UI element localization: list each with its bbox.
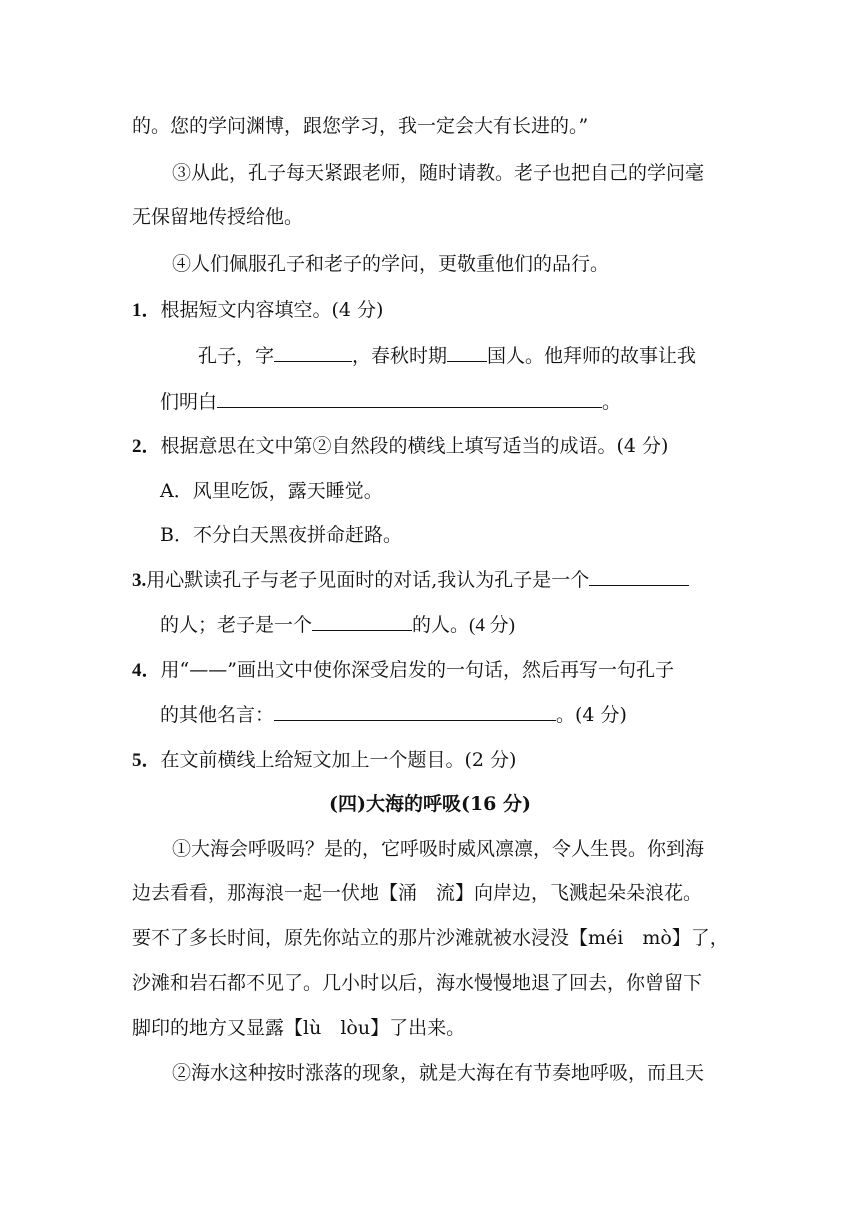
question-2-text: 根据意思在文中第②自然段的横线上填写适当的成语。(4 分) [160, 435, 669, 457]
question-2-number: 2． [132, 436, 161, 457]
answer-blank-laozi-trait[interactable] [312, 612, 412, 631]
question-4-text-b: 的其他名言： [160, 704, 275, 726]
question-5 [132, 747, 516, 774]
paragraph-2-ending: 的。您的学问渊博，跟您学习，我一定会大有长进的。” [132, 115, 589, 137]
question-1-text: 根据短文内容填空。(4 分) [160, 299, 384, 321]
section-4-paragraph-1-line-5: 脚印的地方又显露【lù lòu】了出来。 [132, 1017, 466, 1039]
question-4-line-1 [132, 657, 730, 684]
section-4-paragraph-1-line-3: 要不了多长时间，原先你站立的那片沙滩就被水浸没【méi mò】了， [132, 927, 729, 949]
paragraph-3-line-1 [172, 160, 730, 186]
section-4-paragraph-1-line-4: 沙滩和岩石都不见了。几小时以后，海水慢慢地退了回去，你曾留下 [132, 972, 703, 994]
question-5-text: 在文前横线上给短文加上一个题目。(2 分) [160, 749, 517, 771]
question-3-line-2 [160, 612, 515, 639]
paragraph-3-line-1-text: ③从此，孔子每天紧跟老师，随时请教。老子也把自己的学问毫 [172, 162, 705, 184]
question-5-number: 5． [132, 750, 161, 771]
section-4-paragraph-1-line-1: ①大海会呼吸吗？是的，它呼吸时威风凛凛，令人生畏。你到海 [172, 838, 705, 860]
question-2-option-a: A．风里吃饭，露天睡觉。 [160, 480, 383, 502]
section-4-title: (四)大海的呼吸(16 分) [328, 793, 531, 815]
question-2-option-b: B．不分白天黑夜拼命赶路。 [160, 524, 402, 546]
question-1-number: 1． [132, 300, 161, 321]
paragraph-3-line-2: 无保留地传授给他。 [132, 206, 304, 228]
answer-blank-state[interactable] [447, 343, 487, 362]
question-4-text-c: 。(4 分) [556, 704, 627, 726]
section-4-paragraph-1-line-2: 边去看看，那海浪一起一伏地【涌 流】向岸边，飞溅起朵朵浪花。 [132, 882, 703, 904]
question-1-fill-text-e: 。 [602, 391, 622, 413]
section-4-paragraph-2-line-1: ②海水这种按时涨落的现象，就是大海在有节奏地呼吸，而且天 [172, 1062, 705, 1084]
paragraph-4: ④人们佩服孔子和老子的学问，更敬重他们的品行。 [172, 253, 610, 275]
question-2 [132, 433, 668, 460]
question-1-fill-line-1 [198, 343, 696, 369]
question-4-text: 用“——”画出文中使你深受启发的一句话，然后再写一句孔子 [160, 659, 674, 681]
question-1-fill-text-c: 国人。他拜师的故事让我 [487, 345, 697, 367]
answer-blank-courtesy-name[interactable] [274, 343, 352, 362]
question-1-fill-text-a: 孔子，字 [198, 345, 275, 367]
question-1-fill-text-d: 们明白 [160, 391, 218, 413]
question-3-text: 用心默读孔子与老子见面时的对话,我认为孔子是一个 [146, 569, 590, 591]
question-3-number: 3. [132, 570, 147, 591]
question-4-line-2 [160, 702, 627, 728]
answer-blank-quote[interactable] [274, 702, 556, 721]
answer-blank-confucius-trait[interactable] [589, 567, 689, 586]
question-1-fill-line-2 [160, 389, 621, 415]
question-3-line-1 [132, 567, 689, 594]
question-1 [132, 297, 383, 324]
question-3-text-b: 的人；老子是一个 [160, 614, 313, 636]
question-1-fill-text-b: ，春秋时期 [352, 345, 448, 367]
question-4-number: 4． [132, 660, 161, 681]
answer-blank-lesson[interactable] [217, 389, 602, 408]
question-3-text-c: 的人。(4 分) [412, 615, 515, 636]
